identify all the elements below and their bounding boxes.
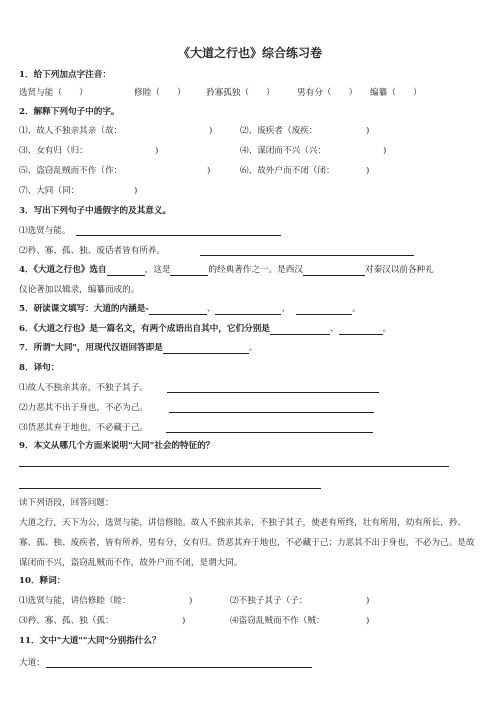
- q11-heading: 11．文中"大道""大同"分别指什么？: [19, 636, 161, 646]
- q7-text: 7．所谓"大同"，用现代汉语回答即是: [19, 343, 163, 353]
- q8-item-1: ⑴故人不独亲其亲，不独子其子。: [19, 383, 148, 393]
- q4-blank-3[interactable]: [303, 266, 365, 276]
- q2-item-2: ⑵、废疾者（废疾：: [240, 126, 318, 136]
- q2-item-1: ⑴、故人不独亲其亲（故：: [19, 126, 123, 136]
- q11-answer-line[interactable]: [46, 667, 312, 668]
- reading-passage: 大道之行，天下为公，选贤与能，讲信修睦。故人不独亲其亲，不独子其子，使老有所终，壮有所用，幼有所长，矜、寡、孤、独、废疾者，皆有所养，男有分，女有归。货恶其弃于地也，不必藏于己；力恶其不出于身也，不必为己。是故谋闭而不兴，盗窃乱贼而不作，故外户而不闭，是谓大同。: [19, 518, 475, 568]
- q1-item-2: 修睦（ ）: [134, 88, 186, 98]
- q8-answer-line-2[interactable]: [169, 412, 374, 413]
- q10-item-2: ⑵不独子其子（子：: [230, 596, 308, 606]
- q2-close-3: ): [155, 146, 159, 156]
- q5-blank-3[interactable]: [296, 305, 352, 315]
- q5-line: [19, 304, 361, 315]
- q2-item-5: ⑸、盗窃乱贼而不作（作：: [19, 166, 123, 176]
- q10-item-3: ⑶矜、寡、孤、独（孤：: [19, 616, 114, 626]
- q3-answer-line-2[interactable]: [200, 255, 414, 256]
- q6-line: [19, 324, 391, 335]
- q11-label: 大道：: [19, 658, 45, 668]
- page-title: 《大道之行也》综合练习卷: [177, 46, 322, 60]
- q3-item-1: ⑴选贤与能。: [19, 226, 71, 236]
- q7-blank[interactable]: [163, 344, 249, 354]
- q9-answer-line-1[interactable]: [19, 466, 449, 467]
- q1-item-4: 男有分（ ）: [297, 88, 358, 98]
- q2-close-5: ): [207, 166, 211, 176]
- q6-text: 6．《大道之行也》是一篇名文，有两个成语出自其中，它们分别是: [19, 324, 270, 334]
- q8-answer-line-1[interactable]: [167, 392, 379, 393]
- q10-close-2: ): [366, 596, 370, 606]
- reading-heading: 读下列语段，回答问题：: [19, 498, 114, 508]
- q2-close-1: ): [209, 126, 213, 136]
- q7-line: [19, 343, 257, 354]
- q2-close-6: ): [366, 166, 370, 176]
- q6-blank-2[interactable]: [339, 325, 383, 335]
- q2-item-4: ⑷、谋闭而不兴（兴：: [240, 146, 326, 156]
- q2-close-4: ): [383, 146, 387, 156]
- q4-blank-1[interactable]: [107, 266, 145, 276]
- q5-end: 。: [352, 304, 361, 314]
- q2-heading: 2．解释下列句子中的字。: [19, 107, 120, 117]
- q5-text: 5．研读课文填写：大道的内涵是-: [19, 304, 149, 314]
- q6-end: 。: [382, 324, 392, 334]
- q1-item-3: 矜寡孤独（ ）: [206, 88, 275, 98]
- q4-text-1: 4．《大道之行也》选自: [19, 265, 107, 275]
- q6-sep: 、: [329, 324, 339, 334]
- q9-heading: 9．本文从哪几个方面来说明"大同"社会的特征的？: [19, 441, 215, 451]
- q7-end: 。: [248, 343, 258, 353]
- q10-close-3: ): [182, 616, 186, 626]
- q10-heading: 10．释词：: [19, 576, 66, 586]
- q2-item-3: ⑶、女有归（归：: [19, 146, 88, 156]
- q2-item-6: ⑹、故外户而不闭（闭：: [240, 166, 335, 176]
- q9-answer-line-2[interactable]: [19, 488, 321, 489]
- q1-item-5: 编纂（ ）: [370, 88, 422, 98]
- q8-item-3: ⑶货恶其弃于地也，不必藏于己。: [19, 423, 148, 433]
- q2-close-2: ): [366, 126, 370, 136]
- q6-blank-1[interactable]: [270, 325, 330, 335]
- q10-item-4: ⑷盗窃乱贼而不作（贼：: [230, 616, 325, 626]
- q1-item-1: 选贤与能（ ）: [19, 88, 88, 98]
- q5-sep-1: 、: [206, 304, 216, 314]
- q4-blank-2[interactable]: [170, 266, 208, 276]
- q2-close-7: ): [134, 186, 138, 196]
- q4-text-3: 的经典著作之一。是西汉: [208, 265, 303, 275]
- q5-sep-2: 、: [281, 304, 291, 314]
- q4-line-2: 仪论著加以辑录，编纂而成的。: [19, 285, 140, 295]
- q5-blank-1[interactable]: [149, 305, 207, 315]
- q4-text-2: ，这是: [144, 265, 171, 275]
- q3-answer-line-1[interactable]: [76, 235, 281, 236]
- q10-close-4: ): [366, 616, 370, 626]
- q2-item-7: ⑺、大同（同：: [19, 186, 80, 196]
- q1-heading: 1．给下列加点字注音：: [19, 70, 111, 80]
- q4-text-4: 对秦汉以前各种礼: [364, 265, 434, 275]
- q8-item-2: ⑵力恶其不出于身也，不必为己。: [19, 403, 148, 413]
- q10-item-1: ⑴选贤与能，讲信修睦（睦：: [19, 596, 131, 606]
- q4-line-1: [19, 265, 434, 276]
- q5-blank-2[interactable]: [215, 305, 281, 315]
- q8-answer-line-3[interactable]: [166, 432, 373, 433]
- q3-item-2: ⑵矜、寡、孤、独、废话者皆有所养。: [19, 246, 166, 256]
- q8-heading: 8．译句：: [19, 363, 60, 373]
- q10-close-1: ): [189, 596, 193, 606]
- q3-heading: 3．写出下列句子中通假字的及其意义。: [19, 206, 172, 216]
